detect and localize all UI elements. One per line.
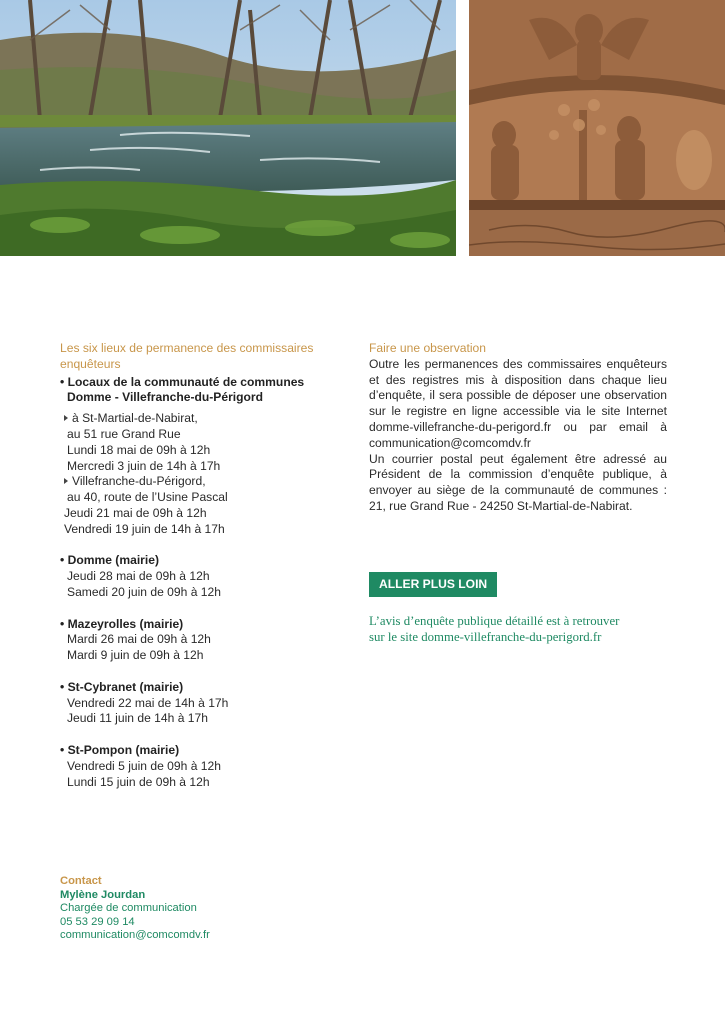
location-group-st-pompon: [60, 743, 360, 790]
permanence-section-title: Les six lieux de permanence des commissaires enquêteurs: [60, 341, 314, 371]
sculpture-photo: [469, 0, 725, 256]
contact-email[interactable]: communication@comcomdv.fr: [60, 929, 210, 941]
location-group-domme: [60, 553, 360, 600]
location-title: • Mazeyrolles (mairie): [60, 616, 184, 631]
sublocation-address: au 40, route de l’Usine Pascal: [67, 490, 228, 505]
aller-plus-loin-button[interactable]: ALLER PLUS LOIN: [369, 572, 497, 597]
location-title: • St-Cybranet (mairie): [60, 679, 184, 694]
sublocation-name-text: à St-Martial-de-Nabirat,: [72, 411, 198, 426]
river-photo: [0, 0, 456, 256]
permanence-date: Lundi 18 mai de 09h à 12h: [67, 442, 211, 457]
location-title: • Domme (mairie): [60, 553, 159, 568]
sublocation-name: [60, 474, 360, 490]
permanence-date: Jeudi 28 mai de 09h à 12h: [67, 569, 210, 584]
contact-phone[interactable]: 05 53 29 09 14: [60, 915, 135, 928]
observation-column: [369, 341, 667, 515]
permanence-locations-column: [60, 341, 360, 790]
river-landscape-image: [0, 0, 456, 256]
permanence-date: Mardi 26 mai de 09h à 12h: [67, 632, 211, 647]
contact-label: Contact: [60, 875, 102, 887]
location-group-communaute: [60, 375, 360, 538]
sublocation-st-martial: [60, 411, 360, 474]
tympanum-sculpture-image: [469, 0, 725, 256]
detailed-notice-link[interactable]: [369, 614, 669, 645]
observation-paragraph-2: Un courrier postal peut également être adressé au Président de la commission d’enquête publique, à envoyer au siège de la communauté de communes : 21, rue Grand Rue - 24250 St-Martial-de-Nabirat.: [369, 451, 667, 513]
sublocation-name-text: Villefranche-du-Périgord,: [72, 474, 206, 489]
permanence-date: Lundi 15 juin de 09h à 12h: [67, 774, 210, 789]
permanence-date: Mercredi 3 juin de 14h à 17h: [67, 458, 221, 473]
permanence-date: Jeudi 11 juin de 14h à 17h: [67, 711, 208, 726]
triangle-bullet-icon: [64, 415, 68, 421]
triangle-bullet-icon: [64, 478, 68, 484]
location-title: • St-Pompon (mairie): [60, 742, 180, 757]
observation-section-title: Faire une observation: [369, 341, 486, 355]
contact-name: Mylène Jourdan: [60, 888, 146, 901]
sublocation-villefranche: [60, 474, 360, 537]
permanence-date: Mardi 9 juin de 09h à 12h: [67, 648, 204, 663]
location-title-line2: Domme - Villefranche-du-Périgord: [67, 390, 263, 405]
sublocation-address: au 51 rue Grand Rue: [67, 426, 181, 441]
observation-paragraph-1: Outre les permanences des commissaires enquêteurs et des registres mis à disposition dans chaque lieu d’enquête, il sera possible de déposer une observation sur le registre en ligne accessible via le site Internet domme-villefranche-du-perigord.fr ou par email à communication@comcomdv.fr: [369, 356, 667, 450]
notice-line-1: L’avis d’enquête publique détaillé est à retrouver: [369, 614, 620, 628]
permanence-date: Jeudi 21 mai de 09h à 12h: [64, 505, 207, 520]
permanence-date: Vendredi 19 juin de 14h à 17h: [64, 521, 225, 536]
notice-line-2: sur le site domme-villefranche-du-perigord.fr: [369, 629, 602, 644]
sublocation-name: [60, 411, 360, 427]
permanence-date: Vendredi 5 juin de 09h à 12h: [67, 758, 221, 773]
contact-block: [60, 875, 210, 943]
location-group-st-cybranet: [60, 680, 360, 727]
contact-role: Chargée de communication: [60, 902, 197, 914]
permanence-date: Vendredi 22 mai de 14h à 17h: [67, 695, 229, 710]
location-title: • Locaux de la communauté de communes: [60, 374, 305, 389]
location-group-mazeyrolles: [60, 617, 360, 664]
permanence-date: Samedi 20 juin de 09h à 12h: [67, 584, 221, 599]
